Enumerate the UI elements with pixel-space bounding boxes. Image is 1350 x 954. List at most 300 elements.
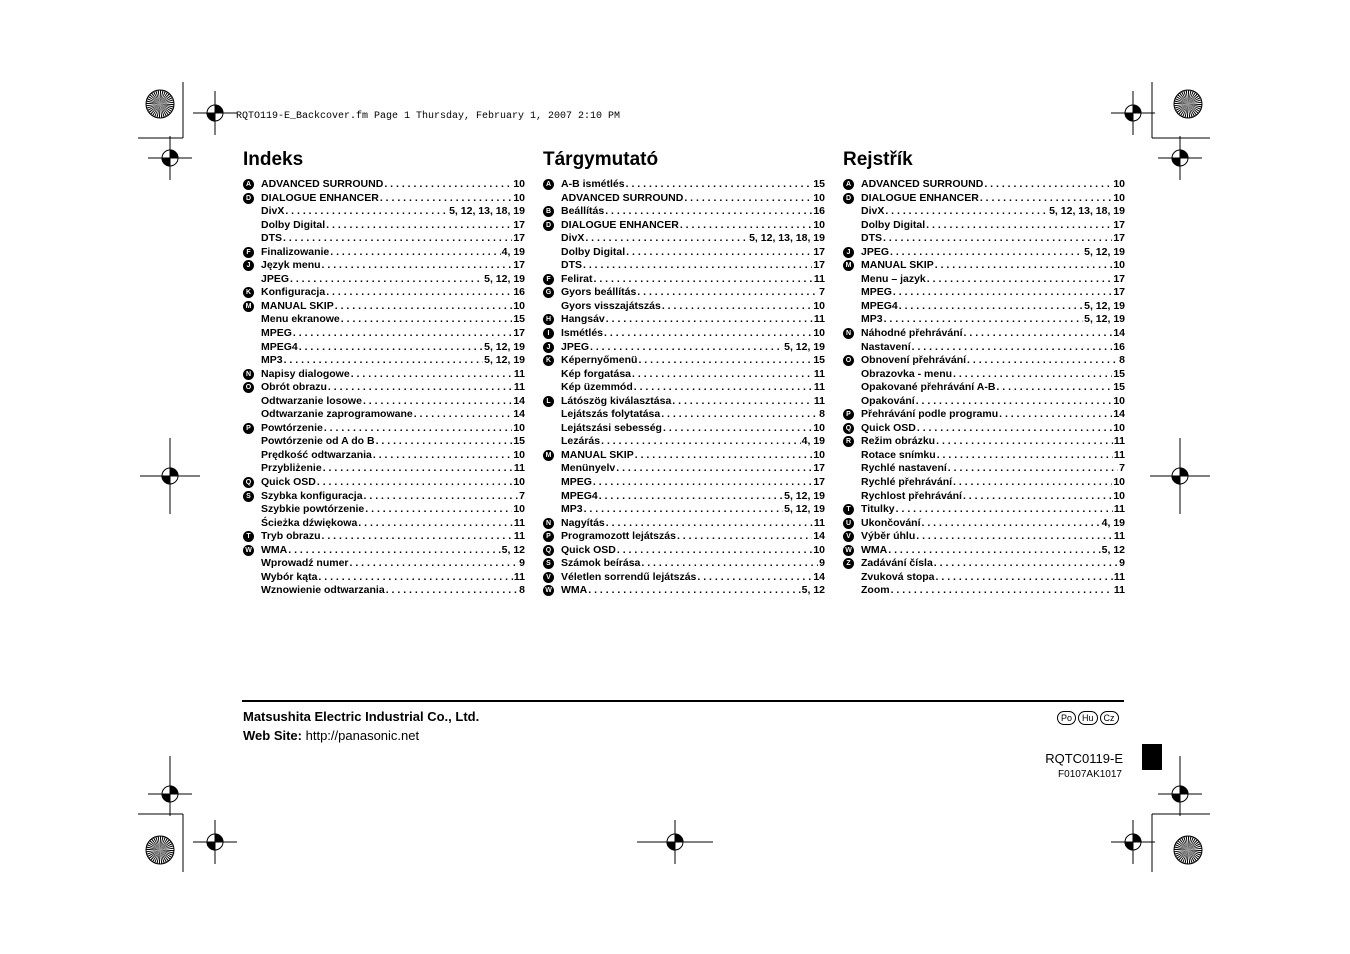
- section-letter-badge: H: [543, 314, 554, 325]
- entry-term: JPEG: [861, 245, 890, 258]
- index-entry: [561, 462, 825, 476]
- dot-leader: [964, 327, 1113, 341]
- entry-pages: 4, 19: [1101, 516, 1125, 529]
- dot-leader: [330, 246, 500, 260]
- entry-term: Nastavení: [861, 340, 911, 353]
- index-entry: [261, 205, 525, 219]
- dot-leader: [604, 327, 812, 341]
- entry-term: Odtwarzanie losowe: [261, 394, 362, 407]
- dot-leader: [617, 544, 812, 558]
- index-entry: [861, 232, 1125, 246]
- entry-term: Ukončování: [861, 516, 921, 529]
- website-line: [243, 728, 419, 743]
- index-entry: [261, 490, 525, 504]
- dot-leader: [605, 205, 812, 219]
- entry-term: Opakování: [861, 394, 915, 407]
- dot-leader: [916, 395, 1113, 409]
- entry-term: Przybliżenie: [261, 462, 322, 475]
- entry-term: Programozott lejátszás: [561, 530, 676, 543]
- entry-pages: 5, 12, 19: [484, 340, 525, 353]
- index-section: [543, 273, 825, 287]
- section-letter-badge: P: [843, 409, 854, 420]
- index-entry: [261, 395, 525, 409]
- entry-term: A-B ismétlés: [561, 178, 625, 190]
- entry-term: Hangsáv: [561, 313, 605, 326]
- index-section: [543, 584, 825, 598]
- entry-pages: 7: [1119, 462, 1125, 475]
- section-letter-badge: O: [243, 382, 254, 393]
- index-section: [843, 557, 1125, 598]
- dot-leader: [936, 435, 1113, 449]
- index-entry: [261, 449, 525, 463]
- index-entry: [261, 422, 525, 436]
- section-letter-badge: O: [843, 355, 854, 366]
- index-section: [543, 449, 825, 517]
- dot-leader: [284, 354, 484, 368]
- index-entry: [561, 246, 825, 260]
- entry-term: WMA: [261, 543, 288, 556]
- index-entry: [261, 192, 525, 206]
- dot-leader: [283, 232, 512, 246]
- index-entry: [861, 422, 1125, 436]
- entry-pages: 5, 12, 13, 18, 19: [749, 232, 825, 245]
- index-entry: [861, 557, 1125, 571]
- entry-term: Szybkie powtórzenie: [261, 503, 365, 516]
- entry-pages: 11: [1113, 448, 1125, 461]
- index-entry: [261, 246, 525, 260]
- dot-leader: [896, 503, 1113, 517]
- dot-leader: [638, 354, 812, 368]
- entry-term: Obnovení přehrávání: [861, 354, 967, 367]
- dot-leader: [893, 286, 1112, 300]
- entry-pages: 17: [813, 245, 825, 258]
- registration-star-mark: [146, 90, 174, 118]
- index-title: Tárgymutató: [543, 149, 659, 170]
- entry-term: Menu ekranowe: [261, 313, 340, 326]
- section-letter-badge: Q: [243, 477, 254, 488]
- dot-leader: [386, 584, 518, 598]
- index-title: Indeks: [243, 149, 304, 170]
- index-section: [243, 381, 525, 422]
- entry-term: DivX: [861, 205, 885, 218]
- index-entry: [261, 517, 525, 531]
- entry-pages: 17: [513, 218, 525, 231]
- index-entry: [861, 273, 1125, 287]
- entry-pages: 5, 12, 19: [784, 489, 825, 502]
- index-entry: [561, 300, 825, 314]
- section-letter-badge: L: [543, 396, 554, 407]
- entry-term: Beállítás: [561, 205, 605, 218]
- index-entry: [261, 178, 525, 192]
- dot-leader: [358, 517, 513, 531]
- index-entry: [861, 530, 1125, 544]
- entry-pages: 10: [813, 191, 825, 204]
- dot-leader: [663, 422, 812, 436]
- entry-term: MANUAL SKIP: [261, 299, 334, 312]
- entry-pages: 9: [1119, 557, 1125, 570]
- entry-pages: 10: [1113, 489, 1125, 502]
- dot-leader: [912, 341, 1113, 355]
- entry-term: Felirat: [561, 272, 593, 285]
- index-entry: [561, 490, 825, 504]
- entry-pages: 11: [513, 530, 525, 543]
- section-letter-badge: N: [243, 369, 254, 380]
- entry-term: WMA: [561, 584, 588, 597]
- index-section: [543, 544, 825, 558]
- section-letter-badge: U: [843, 518, 854, 529]
- index-section: [243, 544, 525, 598]
- entry-term: Lezárás: [561, 435, 601, 448]
- index-section: [543, 395, 825, 449]
- entry-pages: 16: [813, 205, 825, 218]
- dot-leader: [637, 286, 818, 300]
- section-letter-badge: R: [843, 436, 854, 447]
- entry-term: Ismétlés: [561, 327, 604, 340]
- index-column: [243, 148, 525, 598]
- index-section: [843, 517, 1125, 531]
- section-letter-badge: M: [243, 301, 254, 312]
- index-entry: [261, 313, 525, 327]
- index-entry: [561, 273, 825, 287]
- index-section: [843, 178, 1125, 192]
- index-section: [243, 422, 525, 476]
- dot-leader: [593, 476, 812, 490]
- document-code: RQTC0119-E: [1045, 751, 1123, 766]
- index-section: [843, 422, 1125, 436]
- section-letter-badge: W: [243, 545, 254, 556]
- dot-leader: [317, 476, 512, 490]
- language-badge: Cz: [1100, 711, 1119, 725]
- color-bar-block: [1142, 744, 1162, 770]
- section-letter-badge: F: [543, 274, 554, 285]
- index-entry: [261, 571, 525, 585]
- entry-term: Véletlen sorrendű lejátszás: [561, 570, 697, 583]
- entry-term: Rotace snímku: [861, 448, 936, 461]
- entry-pages: 11: [1113, 503, 1125, 516]
- dot-leader: [937, 449, 1113, 463]
- entry-pages: 8: [819, 408, 825, 421]
- index-entry: [861, 381, 1125, 395]
- entry-pages: 17: [1113, 272, 1125, 285]
- index-entry: [561, 327, 825, 341]
- index-entry: [561, 219, 825, 233]
- entry-term: ADVANCED SURROUND: [261, 178, 384, 190]
- dot-leader: [364, 490, 519, 504]
- index-entry: [561, 368, 825, 382]
- entry-pages: 11: [513, 570, 525, 583]
- index-entry: [261, 530, 525, 544]
- entry-term: Képernyőmenü: [561, 354, 638, 367]
- entry-pages: 10: [813, 421, 825, 434]
- language-badges: [1057, 711, 1119, 725]
- dot-leader: [635, 449, 813, 463]
- dot-leader: [680, 219, 812, 233]
- index-entry: [261, 408, 525, 422]
- index-entry: [561, 205, 825, 219]
- entry-term: Konfiguracja: [261, 286, 326, 299]
- index-entry: [261, 503, 525, 517]
- index-entry: [261, 584, 525, 598]
- index-column: [543, 148, 825, 598]
- section-letter-badge: Q: [543, 545, 554, 556]
- registration-star-mark: [146, 836, 174, 864]
- dot-leader: [634, 381, 813, 395]
- index-entry: [261, 259, 525, 273]
- section-letter-badge: T: [243, 531, 254, 542]
- entry-term: Számok beírása: [561, 557, 641, 570]
- entry-term: Dolby Digital: [861, 218, 926, 231]
- entry-term: MPEG: [861, 286, 892, 299]
- index-section: [843, 192, 1125, 246]
- dot-leader: [984, 178, 1112, 192]
- entry-term: Lejátszási sebesség: [561, 421, 662, 434]
- index-section: [543, 178, 825, 205]
- entry-term: Dolby Digital: [261, 218, 326, 231]
- entry-pages: 11: [813, 367, 825, 380]
- entry-pages: 10: [813, 299, 825, 312]
- entry-term: DIALOGUE ENHANCER: [861, 191, 979, 204]
- entry-pages: 5, 12, 19: [1084, 299, 1125, 312]
- dot-leader: [326, 219, 512, 233]
- entry-term: Rychlost přehrávání: [861, 489, 962, 502]
- index-title: Rejstřík: [843, 149, 913, 170]
- entry-pages: 14: [813, 570, 825, 583]
- section-letter-badge: P: [543, 531, 554, 542]
- dot-leader: [916, 530, 1113, 544]
- section-letter-badge: J: [243, 260, 254, 271]
- entry-pages: 8: [1119, 354, 1125, 367]
- index-section: [843, 530, 1125, 544]
- index-section: [543, 313, 825, 327]
- entry-pages: 14: [1113, 327, 1125, 340]
- dot-leader: [606, 517, 813, 531]
- index-section: [543, 517, 825, 531]
- dot-leader: [414, 408, 513, 422]
- entry-term: Obrót obrazu: [261, 381, 327, 394]
- entry-term: Náhodné přehrávání: [861, 327, 963, 340]
- entry-term: Quick OSD: [561, 543, 616, 556]
- index-section: [543, 205, 825, 219]
- dot-leader: [917, 422, 1112, 436]
- index-entry: [861, 571, 1125, 585]
- index-entry: [561, 286, 825, 300]
- index-entry: [261, 341, 525, 355]
- entry-term: Gyors visszajátszás: [561, 299, 661, 312]
- section-letter-badge: D: [843, 193, 854, 204]
- index-entry: [861, 354, 1125, 368]
- section-letter-badge: I: [543, 328, 554, 339]
- dot-leader: [328, 381, 513, 395]
- dot-leader: [967, 354, 1118, 368]
- entry-term: MPEG4: [861, 299, 898, 312]
- dot-leader: [616, 462, 812, 476]
- entry-term: ADVANCED SURROUND: [561, 191, 684, 204]
- entry-term: Tryb obrazu: [261, 530, 321, 543]
- entry-term: MP3: [861, 313, 883, 326]
- section-letter-badge: F: [243, 247, 254, 258]
- index-entry: [261, 300, 525, 314]
- index-section: [243, 368, 525, 382]
- index-entry: [861, 192, 1125, 206]
- index-entry: [261, 476, 525, 490]
- section-letter-badge: A: [243, 179, 254, 190]
- entry-term: Zoom: [861, 584, 890, 597]
- entry-pages: 10: [813, 448, 825, 461]
- dot-leader: [293, 327, 512, 341]
- section-letter-badge: Q: [843, 423, 854, 434]
- entry-pages: 10: [513, 178, 525, 190]
- dot-leader: [590, 341, 783, 355]
- index-entry: [861, 517, 1125, 531]
- entry-term: Kép forgatása: [561, 367, 632, 380]
- section-letter-badge: A: [543, 179, 554, 190]
- entry-term: Opakované přehrávání A-B: [861, 381, 996, 394]
- index-section: [843, 246, 1125, 260]
- entry-term: Wprowadź numer: [261, 557, 349, 570]
- entry-term: JPEG: [561, 340, 590, 353]
- entry-term: Obrazovka - menu: [861, 367, 953, 380]
- index-entry: [861, 435, 1125, 449]
- index-entry: [261, 368, 525, 382]
- entry-pages: 11: [1113, 570, 1125, 583]
- dot-leader: [662, 300, 813, 314]
- section-letter-badge: S: [243, 491, 254, 502]
- website-url[interactable]: http://panasonic.net: [305, 728, 420, 743]
- index-entry: [561, 313, 825, 327]
- dot-leader: [884, 313, 1084, 327]
- entry-term: Menu – jazyk: [861, 272, 926, 285]
- entry-pages: 9: [519, 557, 525, 570]
- entry-term: DivX: [261, 205, 285, 218]
- dot-leader: [626, 178, 813, 192]
- entry-pages: 10: [813, 543, 825, 556]
- entry-pages: 5, 12, 13, 18, 19: [1049, 205, 1125, 218]
- section-letter-badge: M: [843, 260, 854, 271]
- entry-pages: 7: [519, 489, 525, 502]
- index-entry: [861, 368, 1125, 382]
- entry-pages: 17: [1113, 232, 1125, 245]
- index-section: [243, 490, 525, 531]
- dot-leader: [999, 408, 1112, 422]
- index-entry: [261, 273, 525, 287]
- entry-pages: 5, 12: [501, 543, 525, 556]
- index-section: [243, 192, 525, 246]
- entry-pages: 7: [819, 286, 825, 299]
- entry-pages: 15: [813, 178, 825, 190]
- index-section: [543, 327, 825, 341]
- entry-pages: 5, 12, 19: [484, 272, 525, 285]
- section-letter-badge: A: [843, 179, 854, 190]
- index-section: [543, 341, 825, 355]
- entry-term: Látószög kiválasztása: [561, 394, 672, 407]
- entry-pages: 4, 19: [801, 435, 825, 448]
- index-entry: [261, 286, 525, 300]
- entry-term: DIALOGUE ENHANCER: [561, 218, 679, 231]
- dot-leader: [936, 571, 1113, 585]
- entry-term: DIALOGUE ENHANCER: [261, 191, 379, 204]
- dot-leader: [285, 205, 448, 219]
- entry-pages: 15: [813, 354, 825, 367]
- website-label: Web Site:: [243, 728, 302, 743]
- index-entry: [261, 462, 525, 476]
- index-entry: [261, 435, 525, 449]
- entry-term: Dolby Digital: [561, 245, 626, 258]
- index-section: [843, 327, 1125, 354]
- index-entry: [561, 422, 825, 436]
- dot-leader: [318, 571, 512, 585]
- footer-rule: [242, 700, 1124, 702]
- entry-pages: 16: [1113, 340, 1125, 353]
- dot-leader: [926, 219, 1112, 233]
- entry-pages: 17: [1113, 218, 1125, 231]
- dot-leader: [585, 232, 748, 246]
- entry-term: DTS: [861, 232, 882, 245]
- index-section: [843, 503, 1125, 517]
- entry-term: MPEG: [261, 327, 292, 340]
- entry-pages: 11: [513, 516, 525, 529]
- entry-pages: 5, 12: [1101, 543, 1125, 556]
- section-letter-badge: J: [843, 247, 854, 258]
- dot-leader: [606, 313, 813, 327]
- entry-pages: 5, 12, 19: [784, 340, 825, 353]
- entry-term: Přehrávání podle programu: [861, 408, 999, 421]
- index-entry: [261, 381, 525, 395]
- section-letter-badge: J: [543, 342, 554, 353]
- dot-leader: [963, 490, 1112, 504]
- entry-pages: 4, 19: [501, 245, 525, 258]
- dot-leader: [935, 259, 1113, 273]
- index-section: [243, 259, 525, 286]
- entry-term: Wznowienie odtwarzania: [261, 584, 385, 597]
- dot-leader: [626, 246, 812, 260]
- entry-term: Režim obrázku: [861, 435, 936, 448]
- company-name: Matsushita Electric Industrial Co., Ltd.: [243, 709, 480, 724]
- section-letter-badge: M: [543, 450, 554, 461]
- dot-leader: [601, 435, 801, 449]
- dot-leader: [288, 544, 500, 558]
- index-section: [543, 571, 825, 585]
- entry-term: ADVANCED SURROUND: [861, 178, 984, 190]
- index-entry: [261, 219, 525, 233]
- section-letter-badge: W: [843, 545, 854, 556]
- dot-leader: [324, 422, 512, 436]
- index-entry: [861, 178, 1125, 192]
- index-entry: [861, 490, 1125, 504]
- index-entry: [561, 259, 825, 273]
- section-letter-badge: N: [543, 518, 554, 529]
- index-entry: [561, 476, 825, 490]
- dot-leader: [661, 408, 818, 422]
- dot-leader: [948, 462, 1118, 476]
- dot-leader: [350, 557, 519, 571]
- entry-term: Lejátszás folytatása: [561, 408, 661, 421]
- entry-term: Quick OSD: [861, 421, 916, 434]
- entry-term: Zvuková stopa: [861, 570, 935, 583]
- entry-pages: 9: [819, 557, 825, 570]
- entry-term: DivX: [561, 232, 585, 245]
- dot-leader: [363, 395, 512, 409]
- index-section: [543, 557, 825, 571]
- entry-term: Menünyelv: [561, 462, 616, 475]
- index-entry: [561, 584, 825, 598]
- entry-pages: 17: [1113, 286, 1125, 299]
- index-entry: [861, 327, 1125, 341]
- index-entry: [861, 544, 1125, 558]
- entry-pages: 14: [1113, 408, 1125, 421]
- index-entry: [861, 449, 1125, 463]
- dot-leader: [299, 341, 483, 355]
- index-entry: [561, 232, 825, 246]
